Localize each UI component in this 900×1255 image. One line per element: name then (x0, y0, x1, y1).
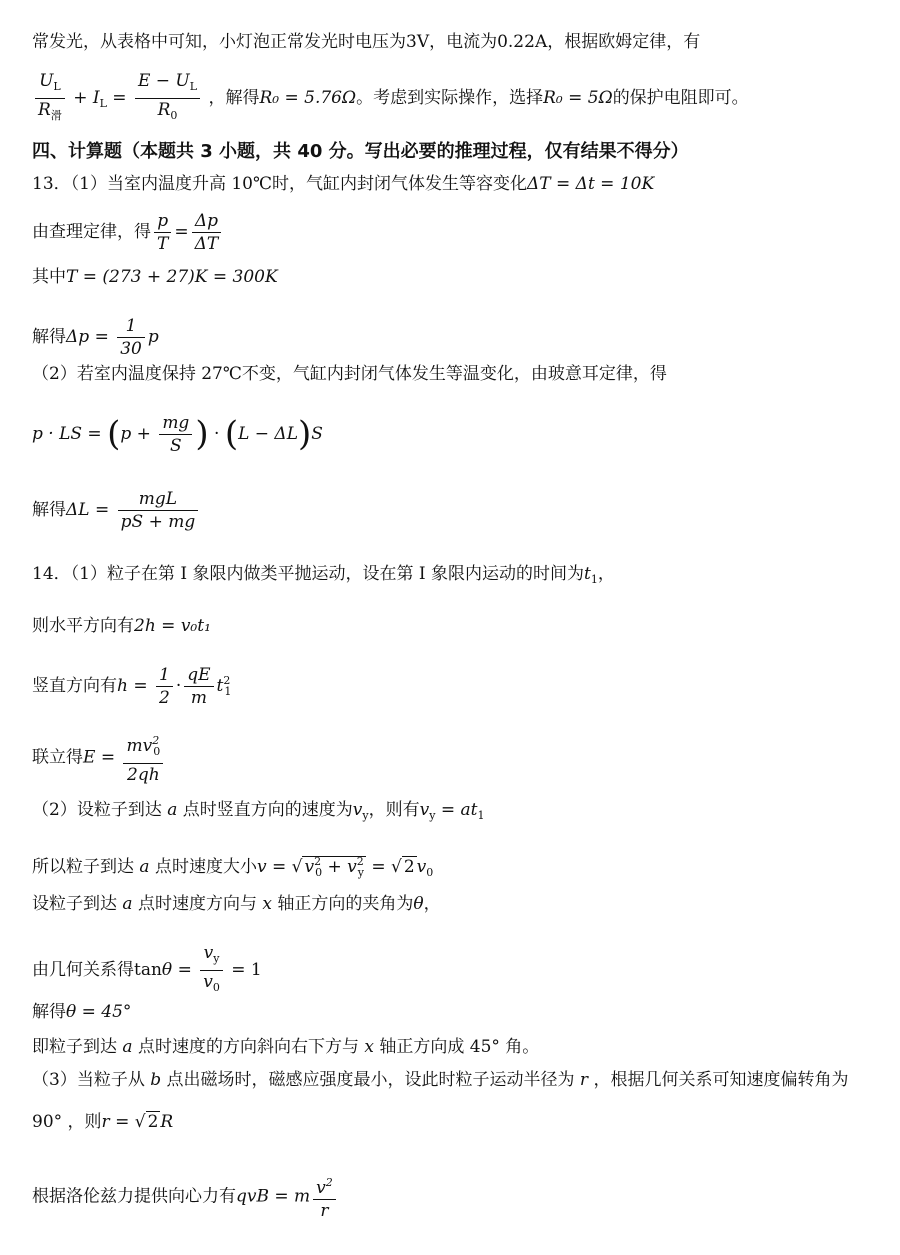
text-line: 常发光，从表格中可知，小灯泡正常发光时电压为3V，电流为0.22A，根据欧姆定律，有 (32, 32, 701, 52)
equation-line: 竖直方向有h = $\frac{1}{2}$ · $\frac{qE}{m}$ $t^2_1$ (32, 665, 232, 708)
equation-line: 联立得E = $\frac{mv^2_0}{2qh}$ (32, 730, 166, 786)
text-line: 设粒子到达 a 点时速度方向与 x 轴正方向的夹角为θ， (32, 894, 441, 914)
equation-line: 由查理定律，得 $\frac{p}{T}$ = $\frac{\Delta p}{\Delta T}$ (32, 210, 224, 255)
text-line: 14．（1）粒子在第 I 象限内做类平抛运动，设在第 I 象限内运动的时间为$t_1$， (32, 564, 615, 586)
equation-line: 解得Δp = $\frac{1}{30}$ p (32, 316, 159, 359)
equation-line: 则水平方向有2h = v₀t₁ (32, 616, 211, 636)
text-line: （3）当粒子从 b 点出磁场时，磁感应强度最小，设此时粒子运动半径为 r ，根据几何关系可知速度偏转角为 (32, 1070, 849, 1090)
text-line: （2）设粒子到达 a 点时竖直方向的速度为$v_y$，则有$v_y = at_1$ (32, 800, 485, 822)
equation-line: 解得ΔL = $\frac{\text{mgL}}{pS + mg}$ (32, 488, 201, 533)
equation-line: 根据洛伦兹力提供向心力有qvB = m $\frac{v^2}{r}$ (32, 1172, 339, 1222)
equation-line: 90° ，则r = √ 2 R (32, 1112, 174, 1132)
text-line: 即粒子到达 a 点时速度的方向斜向右下方与 x 轴正方向成 45° 角。 (32, 1037, 540, 1057)
section-heading: 四、计算题（本题共 3 小题，共 40 分。写出必要的推理过程，仅有结果不得分） (32, 141, 689, 162)
equation-line: 所以粒子到达 a 点时速度大小v = √ $v^2_0 + v^2_y$ = √ 2 $v_0$ (32, 855, 434, 879)
equation-line: 其中T = (273 + 27)K = 300K (32, 267, 278, 287)
equation-line: 解得θ = 45° (32, 1002, 132, 1022)
text-line: 13．（1）当室内温度升高 10℃时，气缸内封闭气体发生等容变化ΔT = Δt = 10K (32, 174, 655, 194)
equation-line: $\frac{U_L}{R_滑}$ + $I_L$ = $\frac{E - U_L}{R_0}$ ，解得R₀ = 5.76Ω。考虑到实际操作，选择R₀ = 5Ω的保护电阻即可。 (32, 70, 749, 127)
equation-line: p · LS = (p + $\frac{mg}{S}$ ) · (L − ΔL)S (32, 413, 323, 456)
text-line: （2）若室内温度保持 27℃不变，气缸内封闭气体发生等温变化，由玻意耳定律，得 (32, 364, 667, 384)
equation-line: 由几何关系得tanθ = $\frac{v_y}{v_0}$ = 1 (32, 943, 262, 994)
